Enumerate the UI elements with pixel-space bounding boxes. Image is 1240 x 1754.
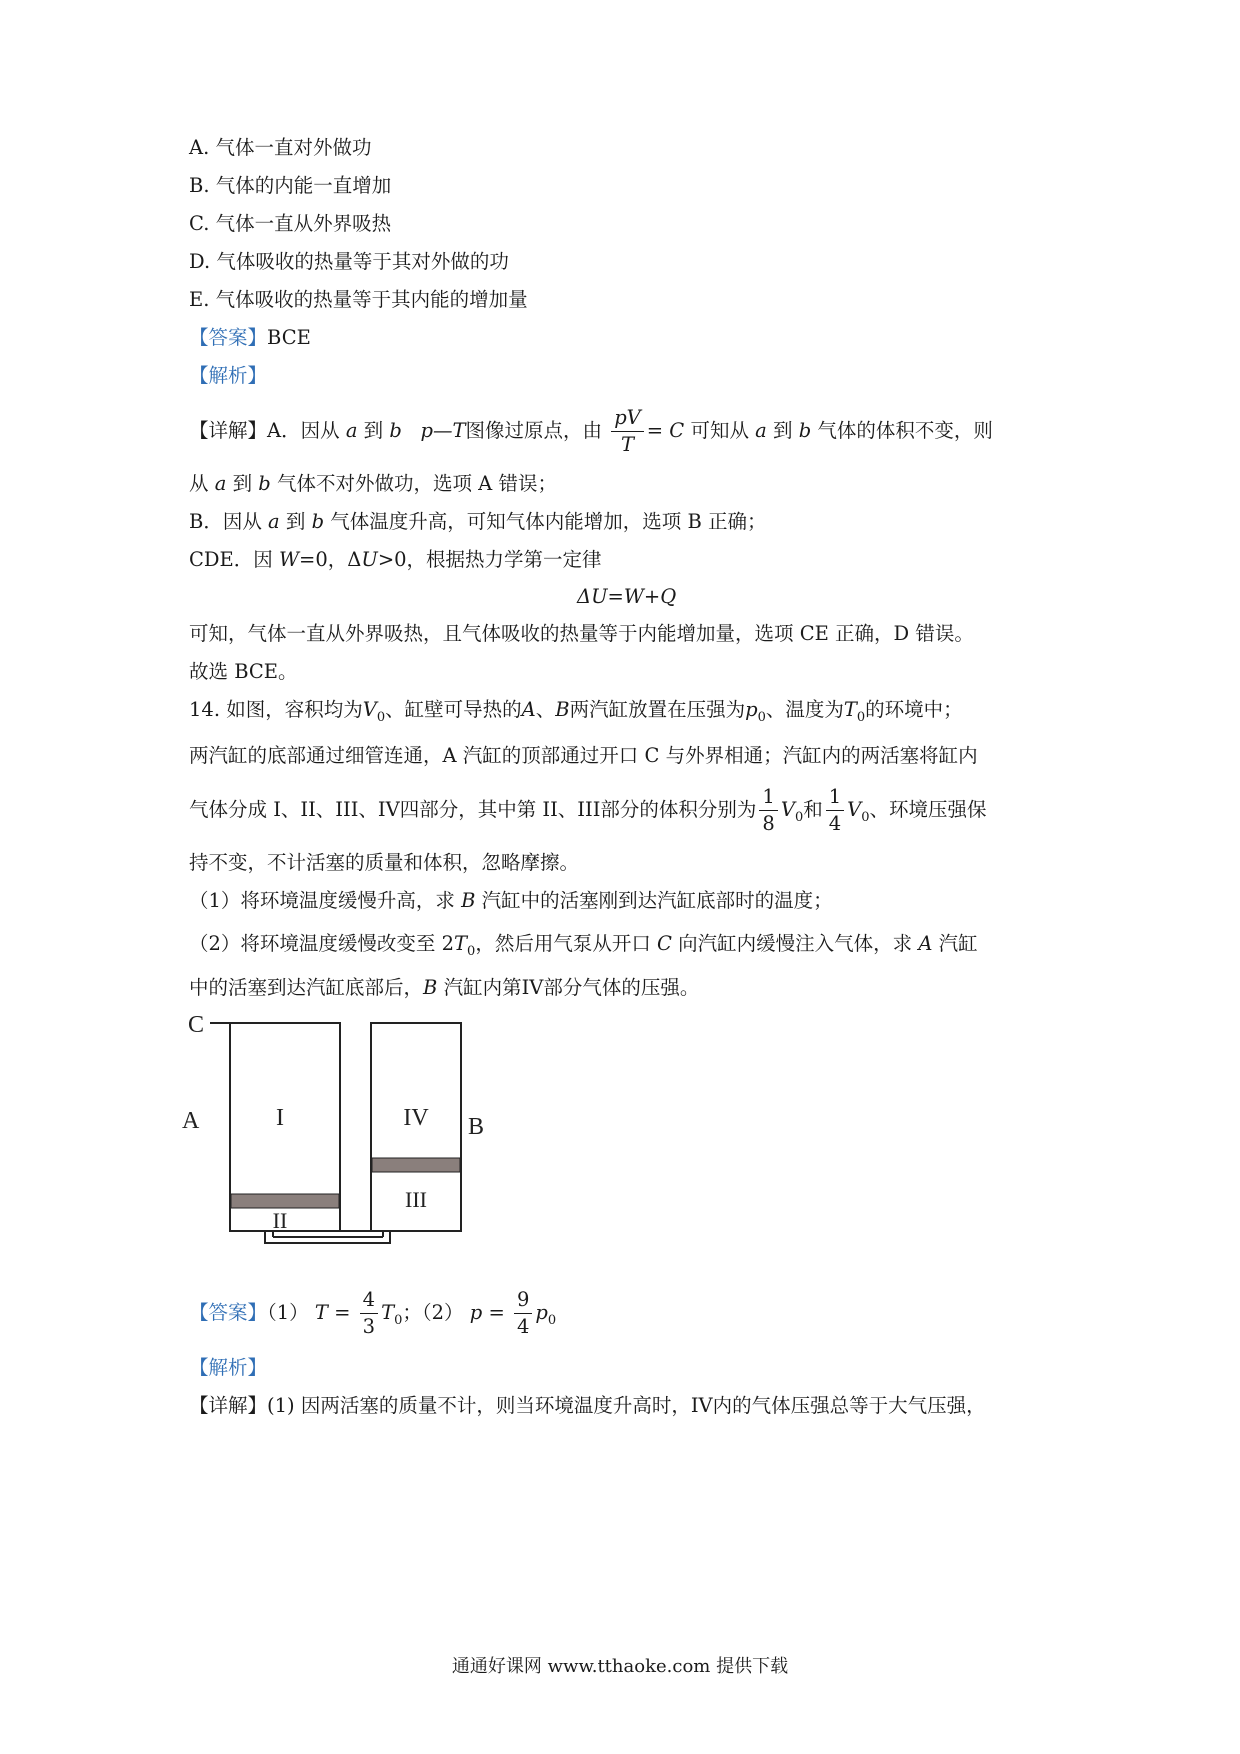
footer: 通通好课网 www.tthaoke.com 提供下载 bbox=[451, 1656, 789, 1677]
detail-tag: 【详解】 bbox=[189, 419, 268, 442]
q14-sub-1: （1）将环境温度缓慢升高，求 B 汽缸中的活塞刚到达汽缸底部时的温度； bbox=[189, 889, 833, 912]
detail-line-6: 可知，气体一直从外界吸热，且气体吸收的热量等于内能增加量，选项 CE 正确，D 错误。 bbox=[189, 622, 974, 645]
first-law-formula: ΔU=W+Q bbox=[577, 585, 677, 608]
piston-a bbox=[231, 1194, 339, 1208]
fraction-nine-quarters: $\frac{9}{4}$ bbox=[514, 1287, 532, 1340]
answer-tag: 【答案】 bbox=[189, 326, 268, 349]
option-a: A. 气体一直对外做功 bbox=[189, 136, 372, 159]
answer-value: BCE bbox=[267, 326, 311, 349]
fraction-one-quarter: $\frac{1}{4}$ bbox=[826, 784, 844, 837]
fraction-four-thirds: $\frac{4}{3}$ bbox=[360, 1287, 378, 1340]
label-b: B bbox=[468, 1114, 485, 1140]
answer-line bbox=[189, 325, 311, 351]
q14-line-3: 气体分成 I、II、III、IV四部分，其中第 II、III部分的体积分别为 $\frac{1}{8}$ $V_0$和 $\frac{1}{4}$ $V_0$、环境压强保 bbox=[189, 785, 987, 835]
label-a: A bbox=[182, 1108, 200, 1134]
region-iii: III bbox=[405, 1187, 427, 1212]
option-c: C. 气体一直从外界吸热 bbox=[189, 212, 392, 235]
option-e: E. 气体吸收的热量等于其内能的增加量 bbox=[189, 288, 528, 311]
detail-line-7: 故选 BCE。 bbox=[189, 660, 298, 683]
region-iv: IV bbox=[403, 1105, 429, 1131]
fraction-pv-over-t: $\frac{pV}{T}$ bbox=[611, 405, 644, 458]
label-c: C bbox=[188, 1012, 205, 1038]
piston-b bbox=[372, 1158, 460, 1172]
q14-analysis-tag: 【解析】 bbox=[189, 1356, 268, 1379]
region-i: I bbox=[276, 1105, 284, 1131]
option-d: D. 气体吸收的热量等于其对外做的功 bbox=[189, 250, 509, 273]
q14-line-2: 两汽缸的底部通过细管连通，A 汽缸的顶部通过开口 C 与外界相通；汽缸内的两活塞将缸内 bbox=[189, 744, 978, 767]
q14-sub-2-cont: 中的活塞到达汽缸底部后，B 汽缸内第IV部分气体的压强。 bbox=[189, 976, 700, 999]
region-ii: II bbox=[272, 1208, 288, 1233]
fraction-one-eighth: $\frac{1}{8}$ bbox=[759, 784, 777, 837]
detail-line-4: CDE．因 W=0，ΔU>0，根据热力学第一定律 bbox=[189, 548, 602, 571]
detail-line-1: 【详解】A．因从 a 到 b p—T图像过原点，由 $\frac{pV}{T}$ = C 可知从 a 到 b 气体的体积不变，则 bbox=[189, 406, 993, 456]
q14-line-1: 14. 如图，容积均为$V_0$、缸壁可导热的A、B两汽缸放置在压强为$p_0$、温度为$T_0$的环境中； bbox=[189, 698, 963, 725]
option-b: B. 气体的内能一直增加 bbox=[189, 174, 392, 197]
q14-answer: 【答案】（1） T = $\frac{4}{3}$ $T_0$；（2） p = $\frac{9}{4}$ $p_0$ bbox=[189, 1288, 557, 1338]
q14-sub-2: （2）将环境温度缓慢改变至 $2T_0$，然后用气泵从开口 C 向汽缸内缓慢注入气体，求 A 汽缸 bbox=[189, 932, 978, 959]
detail-line-3: B．因从 a 到 b 气体温度升高，可知气体内能增加，选项 B 正确； bbox=[189, 510, 767, 533]
detail-line-2: 从 a 到 b 气体不对外做功，选项 A 错误； bbox=[189, 472, 557, 495]
cylinders-diagram bbox=[180, 1010, 500, 1250]
q14-line-4: 持不变，不计活塞的质量和体积，忽略摩擦。 bbox=[189, 851, 580, 874]
q14-detail: 【详解】(1) 因两活塞的质量不计，则当环境温度升高时，IV内的气体压强总等于大气压强， bbox=[189, 1394, 986, 1417]
analysis-tag: 【解析】 bbox=[189, 364, 268, 387]
